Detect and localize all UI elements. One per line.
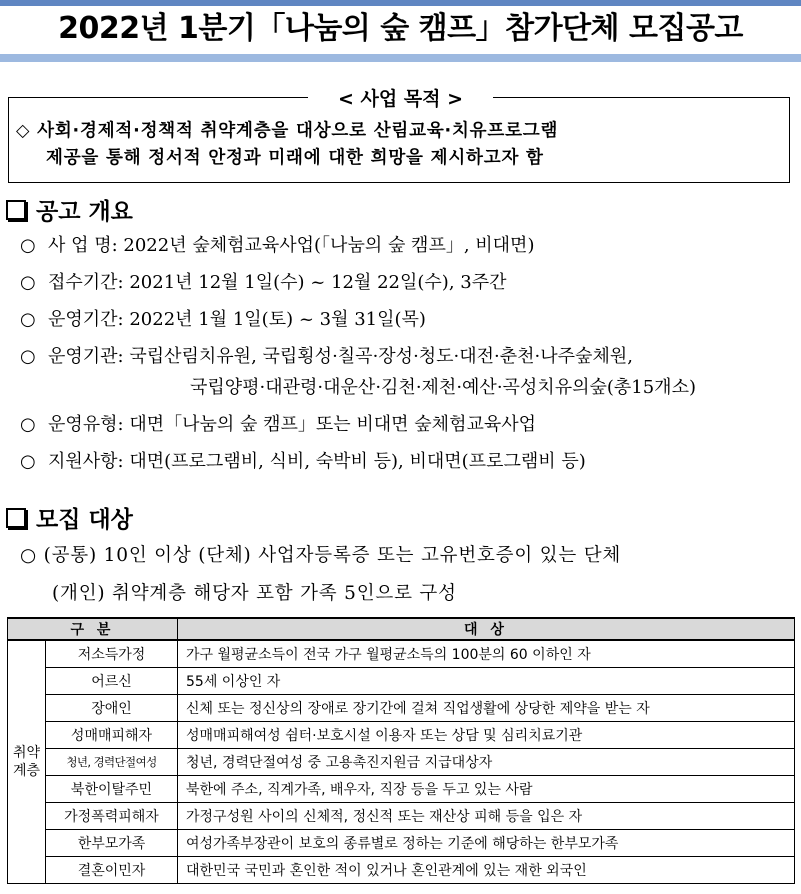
table-row xyxy=(8,803,795,830)
list-item: ○ 운영기간: 2022년 1월 1일(토) ~ 3월 31일(목) xyxy=(20,301,696,338)
overview-list xyxy=(20,227,696,480)
group-label: 취약계층 xyxy=(8,640,46,884)
circle-bullet-icon: ○ xyxy=(20,235,36,256)
table-cell-category: 저소득가정 xyxy=(46,640,178,668)
table-cell-target: 가정구성원 사이의 신체적, 정신적 또는 재산상 피해 등을 입은 자 xyxy=(178,803,795,830)
table-row xyxy=(8,776,795,803)
recruit-line-1: ○ (공통) 10인 이상 (단체) 사업자등록증 또는 고유번호증이 있는 단체 xyxy=(20,545,622,566)
table-header-row xyxy=(8,618,795,640)
table-cell-target: 북한에 주소, 직계가족, 배우자, 직장 등을 두고 있는 사람 xyxy=(178,776,795,803)
list-item: ○ 운영유형: 대면「나눔의 숲 캠프」또는 비대면 숲체험교육사업 xyxy=(20,406,696,443)
circle-bullet-icon: ○ xyxy=(20,346,36,367)
purpose-heading: < 사업 목적 > xyxy=(0,87,801,111)
purpose-text xyxy=(16,118,786,172)
circle-bullet-icon: ○ xyxy=(20,309,36,330)
list-item: ○ 지원사항: 대면(프로그램비, 식비, 숙박비 등), 비대면(프로그램비 등) xyxy=(20,443,696,480)
table-cell-target: 청년, 경력단절여성 중 고용촉진지원금 지급대상자 xyxy=(178,749,795,776)
table-row xyxy=(8,722,795,749)
header-target: 대 상 xyxy=(178,618,795,640)
recruit-line-2: (개인) 취약계층 해당자 포함 가족 5인으로 구성 xyxy=(52,583,457,604)
table-cell-category: 어르신 xyxy=(46,668,178,695)
table-cell-target: 55세 이상인 자 xyxy=(178,668,795,695)
circle-bullet-icon: ○ xyxy=(20,451,36,472)
table-cell-category: 성매매피해자 xyxy=(46,722,178,749)
table-cell-target: 신체 또는 정신상의 장애로 장기간에 걸쳐 직업생활에 상당한 제약을 받는 자 xyxy=(178,695,795,722)
table-cell-target: 여성가족부장관이 보호의 종류별로 정하는 기준에 해당하는 한부모가족 xyxy=(178,830,795,857)
table-cell-target: 가구 월평균소득이 전국 가구 월평균소득의 100분의 60 이하인 자 xyxy=(178,640,795,668)
list-item: ○ 사 업 명: 2022년 숲체험교육사업(「나눔의 숲 캠프」, 비대면) xyxy=(20,227,696,264)
table-row xyxy=(8,668,795,695)
recruit-heading: 모집 대상 xyxy=(6,501,133,534)
purpose-line-2: 제공을 통해 정서적 안정과 미래에 대한 희망을 제시하고자 함 xyxy=(46,148,544,168)
page-title: 2022년 1분기「나눔의 숲 캠프」참가단체 모집공고 xyxy=(58,11,743,46)
list-item: ○ 접수기간: 2021년 12월 1일(수) ~ 12월 22일(수), 3주간 xyxy=(20,264,696,301)
circle-bullet-icon: ○ xyxy=(20,414,36,435)
title-underline-bar xyxy=(0,54,801,62)
table-cell-category: 청년, 경력단절여성 xyxy=(46,749,178,776)
checkbox-square-icon xyxy=(6,508,26,528)
checkbox-square-icon xyxy=(6,200,26,220)
table-row xyxy=(8,749,795,776)
table-cell-category: 북한이탈주민 xyxy=(46,776,178,803)
overview-heading: 공고 개요 xyxy=(6,193,133,226)
table-row xyxy=(8,830,795,857)
list-item: ○ 운영기관: 국립산림치유원, 국립횡성·칠곡·장성·청도·대전·춘천·나주숲체원, 국립양평·대관령·대운산·김천·제천·예산·곡성치유의숲(총15개소) xyxy=(20,338,696,406)
table-cell-category: 결혼이민자 xyxy=(46,857,178,884)
table-cell-target: 성매매피해여성 쉼터·보호시설 이용자 또는 상담 및 심리치료기관 xyxy=(178,722,795,749)
table-row xyxy=(8,640,795,668)
table-cell-category: 장애인 xyxy=(46,695,178,722)
purpose-line-1: ◇ 사회·경제적·정책적 취약계층을 대상으로 산림교육·치유프로그램 xyxy=(16,121,559,141)
table-row xyxy=(8,695,795,722)
table-cell-category: 한부모가족 xyxy=(46,830,178,857)
recruit-text xyxy=(20,537,621,613)
circle-bullet-icon: ○ xyxy=(20,272,36,293)
eligibility-table xyxy=(7,617,795,884)
header-category: 구 분 xyxy=(8,618,178,640)
table-row xyxy=(8,857,795,884)
table-cell-target: 대한민국 국민과 혼인한 적이 있거나 혼인관계에 있는 재한 외국인 xyxy=(178,857,795,884)
table-cell-category: 가정폭력피해자 xyxy=(46,803,178,830)
